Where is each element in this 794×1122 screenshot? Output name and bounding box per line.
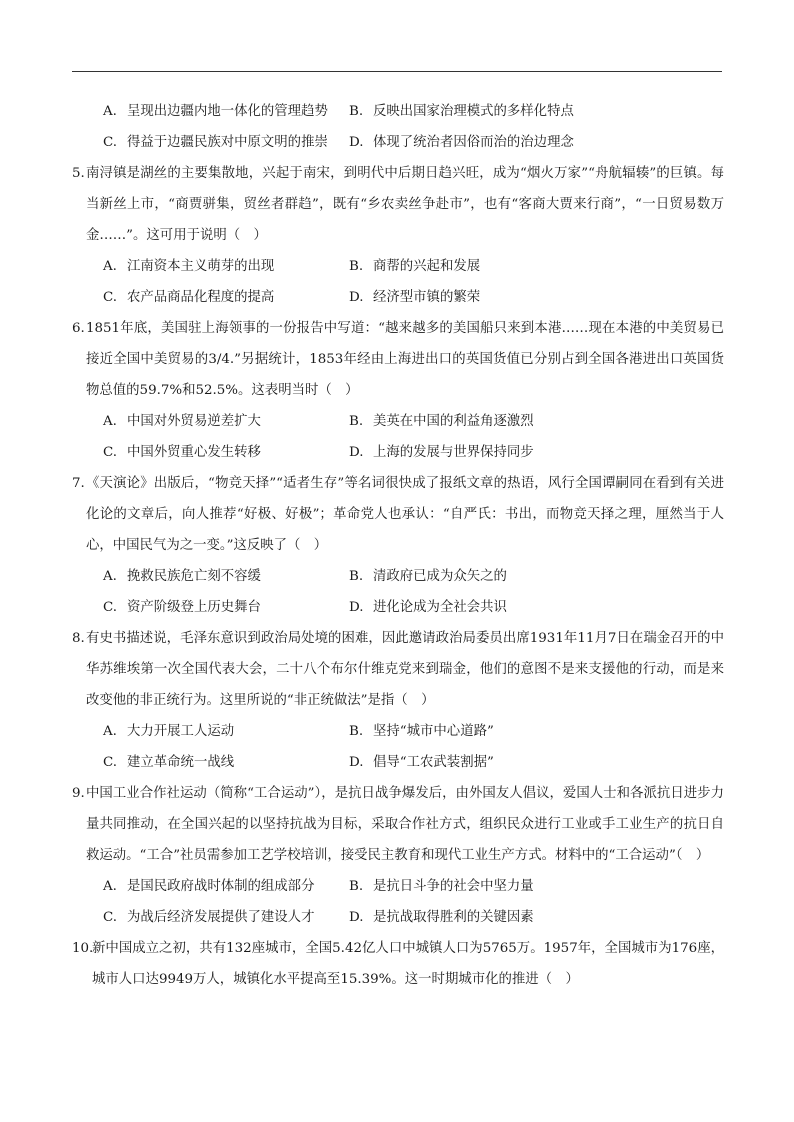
question-text: 有史书描述说，毛泽东意识到政治局处境的困难，因此邀请政治局委员出席1931年11月7日在瑞金召开的中华苏维埃第一次全国代表大会，二十八个布尔什维克党来到瑞金，他们的意图不是来支援他的行动，而是来改变他的非正统行为。这里所说的“非正统做法”是指（ ） [86,631,724,708]
question-stem [72,313,724,406]
option-key: D. [349,755,364,770]
option-text: 是国民政府战时体制的组成部分 [127,879,315,894]
option-text: 坚持“城市中心道路” [373,724,494,739]
option-key: C. [103,135,118,150]
question-text: 1851年底，美国驻上海领事的一份报告中写道：“越来越多的美国船只来到本港……现在本港的中美贸易已接近全国中美贸易的3/4.”另据统计，1853年经由上海进出口的英国货值已分别占到全国各港进出口英国货物总值的59.7%和52.5%。这表明当时（ ） [86,321,724,398]
option-text: 为战后经济发展提供了建设人才 [127,910,315,925]
option-text: 倡导“工农武装割据” [373,755,494,770]
option-text: 中国外贸重心发生转移 [127,445,261,460]
option-key: A. [103,414,117,429]
question-7 [72,468,724,623]
option-text: 资产阶级登上历史舞台 [127,600,261,615]
option-key: B. [349,879,364,894]
option-key: A. [103,259,117,274]
question-10 [72,933,724,995]
option-d[interactable] [349,902,724,933]
option-b[interactable] [349,871,724,902]
option-b[interactable] [349,561,724,592]
option-key: B. [349,414,364,429]
option-b[interactable] [349,716,724,747]
question-text: 中国工业合作社运动（简称“工合运动”），是抗日战争爆发后，由外国友人倡议，爱国人士和各派抗日进步力量共同推动，在全国兴起的以坚持抗战为目标，采取合作社方式，组织民众进行工业或手工业生产的抗日自救运动。“工合”社员需参加工艺学校培训，接受民主教育和现代工业生产方式。材料中的“工合运动”（ ） [86,786,724,863]
option-c[interactable] [103,747,349,778]
option-d[interactable] [349,747,724,778]
question-text: 南浔镇是湖丝的主要集散地，兴起于南宋，到明代中后期日趋兴旺，成为“烟火万家”“舟航辐辏”的巨镇。每当新丝上市，“商贾骈集，贸丝者群趋”，既有“乡农卖丝争赴市”，也有“客商大贾来行商”，“一日贸易数万金……”。这可用于说明（ ） [86,166,724,243]
options-row [72,747,724,778]
question-stem [72,623,724,716]
option-key: A. [103,879,117,894]
option-text: 反映出国家治理模式的多样化特点 [373,104,574,119]
option-text: 是抗战取得胜利的关键因素 [373,910,534,925]
question-text: 《天演论》出版后，“物竞天择”“适者生存”等名词很快成了报纸文章的热语，风行全国谭嗣同在看到有关进化论的文章后，向人推荐“好极、好极”；革命党人也承认：“自严氏：书出，而物竞天择之理，厘然当于人心，中国民气为之一变。”这反映了（ ） [86,476,724,553]
question-number: 8. [72,631,85,646]
option-key: D. [349,910,364,925]
option-key: C. [103,600,118,615]
question-number: 10. [72,941,94,956]
option-text: 大力开展工人运动 [127,724,235,739]
option-key: D. [349,445,364,460]
option-a[interactable] [103,561,349,592]
option-a[interactable] [103,871,349,902]
option-text: 进化论成为全社会共识 [373,600,507,615]
option-b[interactable] [349,96,724,127]
option-text: 清政府已成为众矢之的 [373,569,507,584]
question-stem [72,933,724,995]
question-6 [72,313,724,468]
option-c[interactable] [103,592,349,623]
option-key: A. [103,569,117,584]
options-row [72,716,724,747]
question-stem [72,778,724,871]
question-number: 7. [72,476,85,491]
question-number: 5. [72,166,85,181]
options-row [72,437,724,468]
option-text: 经济型市镇的繁荣 [373,290,481,305]
option-key: B. [349,259,364,274]
option-text: 建立革命统一战线 [127,755,235,770]
option-text: 美英在中国的利益角逐激烈 [373,414,534,429]
question-list [72,96,724,995]
options-row [72,561,724,592]
question-5 [72,158,724,313]
option-key: B. [349,569,364,584]
question-stem [72,468,724,561]
header-rule [72,71,722,72]
option-key: B. [349,724,364,739]
option-d[interactable] [349,282,724,313]
option-key: C. [103,445,118,460]
question-number: 9. [72,786,85,801]
option-key: D. [349,600,364,615]
options-row [72,871,724,902]
option-key: D. [349,290,364,305]
option-c[interactable] [103,902,349,933]
option-text: 得益于边疆民族对中原文明的推崇 [127,135,328,150]
option-key: A. [103,724,117,739]
option-text: 江南资本主义萌芽的出现 [127,259,275,274]
options-row [72,96,724,127]
option-text: 体现了统治者因俗而治的治边理念 [373,135,574,150]
question-text: 新中国成立之初，共有132座城市，全国5.42亿人口中城镇人口为5765万。1957年，全国城市为176座，城市人口达9949万人，城镇化水平提高至15.39%。这一时期城市化的推进（ ） [92,941,724,987]
option-a[interactable] [103,251,349,282]
option-text: 上海的发展与世界保持同步 [373,445,534,460]
question-number: 6. [72,321,85,336]
option-text: 挽救民族危亡刻不容缓 [127,569,261,584]
options-row [72,592,724,623]
option-text: 农产品商品化程度的提高 [127,290,275,305]
option-d[interactable] [349,592,724,623]
option-text: 商帮的兴起和发展 [373,259,481,274]
options-row [72,902,724,933]
question-stem [72,158,724,251]
option-key: C. [103,290,118,305]
option-key: D. [349,135,364,150]
option-key: B. [349,104,364,119]
option-a[interactable] [103,406,349,437]
option-text: 是抗日斗争的社会中坚力量 [373,879,534,894]
option-a[interactable] [103,716,349,747]
option-key: A. [103,104,117,119]
question-9 [72,778,724,933]
option-c[interactable] [103,282,349,313]
option-d[interactable] [349,127,724,158]
option-key: C. [103,755,118,770]
option-d[interactable] [349,437,724,468]
options-row [72,406,724,437]
question-8 [72,623,724,778]
option-a[interactable] [103,96,349,127]
options-row [72,251,724,282]
question-4-options [72,96,724,158]
options-row [72,127,724,158]
option-c[interactable] [103,437,349,468]
option-b[interactable] [349,251,724,282]
option-text: 中国对外贸易逆差扩大 [127,414,261,429]
option-c[interactable] [103,127,349,158]
option-text: 呈现出边疆内地一体化的管理趋势 [127,104,328,119]
options-row [72,282,724,313]
option-key: C. [103,910,118,925]
option-b[interactable] [349,406,724,437]
